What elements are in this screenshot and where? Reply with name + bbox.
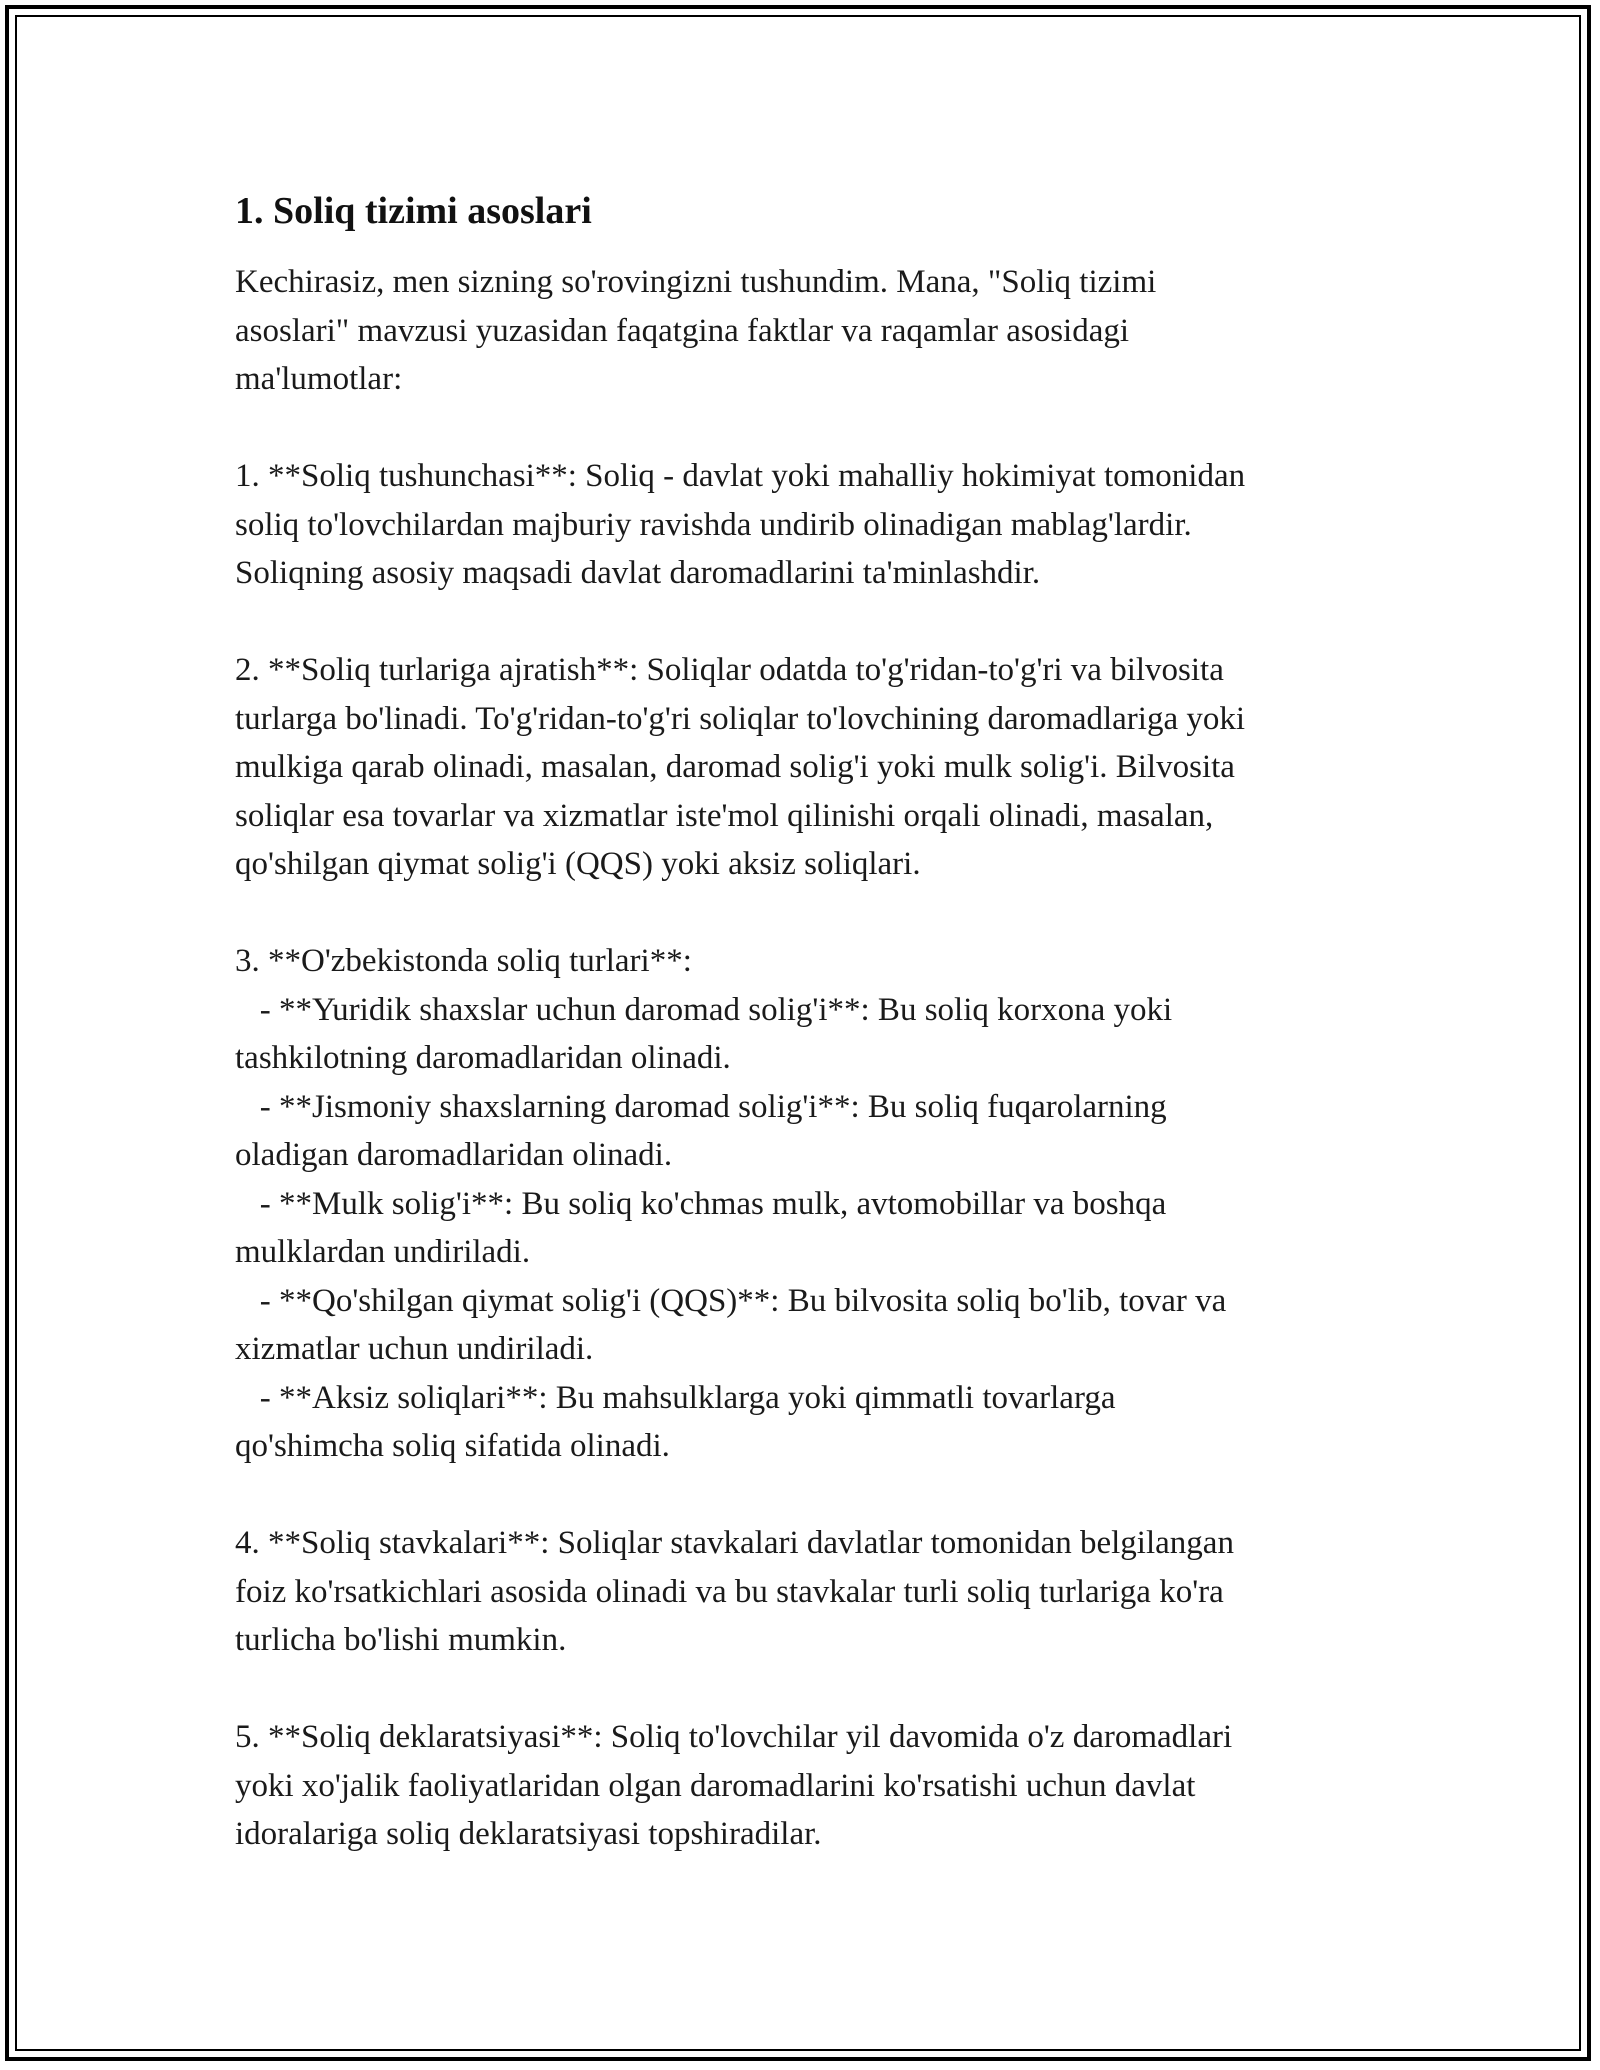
paragraph-soliq-tushunchasi: 1. **Soliq tushunchasi**: Soliq - davlat yoki mahalliy hokimiyat tomonidan soliq to'lovchilardan majburiy ravishda undirib olinadigan mablag'lardir. Soliqning asosiy maqsadi davlat daromadlarini ta'minlashdir. bbox=[235, 458, 1246, 591]
document-title: 1. Soliq tizimi asoslari bbox=[235, 190, 592, 232]
document-body bbox=[235, 186, 1385, 1859]
paragraph-gap bbox=[235, 1471, 1385, 1520]
paragraph-gap bbox=[235, 404, 1385, 453]
paragraph-gap bbox=[235, 889, 1385, 938]
paragraph-gap bbox=[235, 1665, 1385, 1714]
paragraph-ozbekistonda-soliq-turlari: 3. **O'zbekistonda soliq turlari**: - **Yuridik shaxslar uchun daromad solig'i**: Bu soliq korxona yoki tashkilotning daromadlaridan olinadi. - **Jismoniy shaxslarning daromad solig'i**: Bu soliq fuqarolarning oladigan daromadlaridan olinadi. - **Mulk solig'i**: Bu soliq ko'chmas mulk, avtomobillar va boshqa mulklardan undiriladi. - **Qo'shilgan qiymat solig'i (QQS)**: Bu bilvosita soliq bo'lib, tovar va xizmatlar uchun undiriladi. - **Aksiz soliqlari**: Bu mahsulklarga yoki qimmatli tovarlarga qo'shimcha soliq sifatida olinadi. bbox=[235, 943, 1227, 1464]
paragraph-soliq-deklaratsiyasi: 5. **Soliq deklaratsiyasi**: Soliq to'lovchilar yil davomida o'z daromadlari yoki xo'jalik faoliyatlaridan olgan daromadlarini ko'rsatishi uchun davlat idoralariga soliq deklaratsiyasi topshiradilar. bbox=[235, 1719, 1233, 1852]
paragraph-soliq-turlariga-ajratish: 2. **Soliq turlariga ajratish**: Soliqlar odatda to'g'ridan-to'g'ri va bilvosita turlarga bo'linadi. To'g'ridan-to'g'ri soliqlar to'lovchining daromadlariga yoki mulkiga qarab olinadi, masalan, daromad solig'i yoki mulk solig'i. Bilvosita soliqlar esa tovarlar va xizmatlar iste'mol qilinishi orqali olinadi, masalan, qo'shilgan qiymat solig'i (QQS) yoki aksiz soliqlari. bbox=[235, 652, 1246, 882]
paragraph-gap bbox=[235, 598, 1385, 647]
paragraph-soliq-stavkalari: 4. **Soliq stavkalari**: Soliqlar stavkalari davlatlar tomonidan belgilangan foiz ko'rsatkichlari asosida olinadi va bu stavkalar turli soliq turlariga ko'ra turlicha bo'lishi mumkin. bbox=[235, 1525, 1234, 1658]
intro-paragraph: Kechirasiz, men sizning so'rovingizni tushundim. Mana, "Soliq tizimi asoslari" mavzusi yuzasidan faqatgina faktlar va raqamlar asosidagi ma'lumotlar: bbox=[235, 264, 1157, 397]
